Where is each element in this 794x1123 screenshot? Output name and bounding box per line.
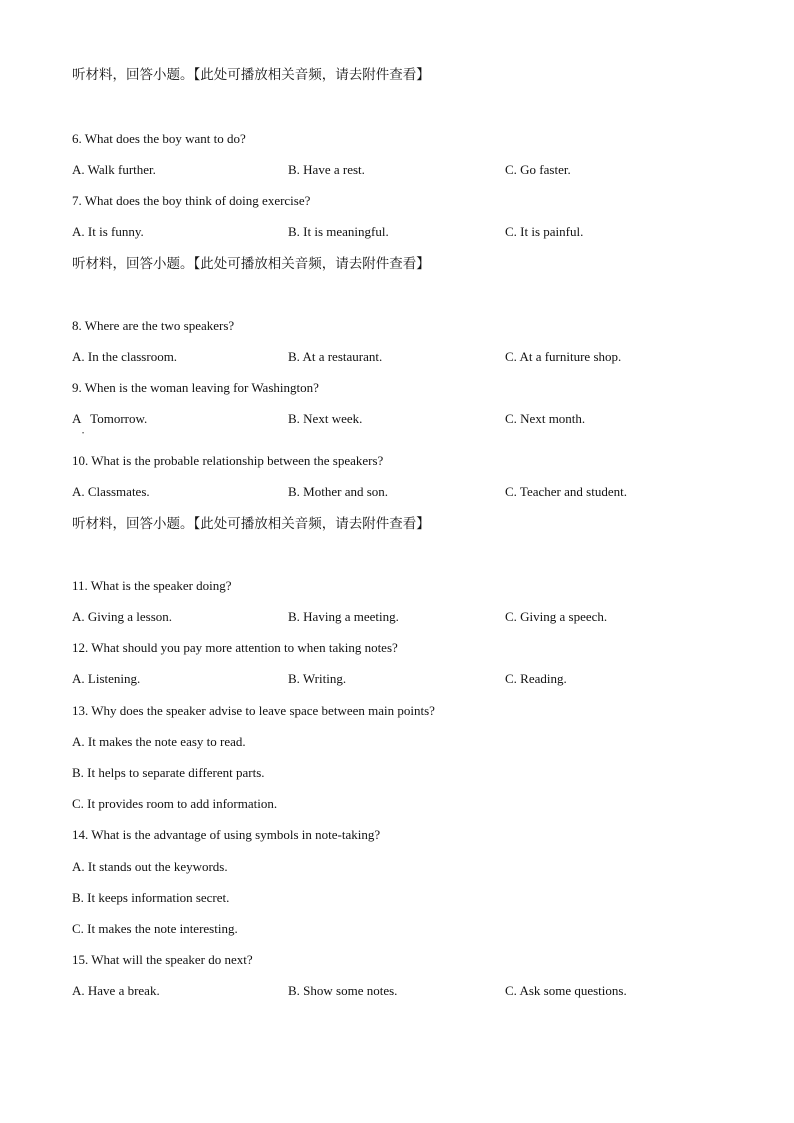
q7-option-a: A. It is funny. <box>72 224 144 239</box>
question-7: 7. What does the boy think of doing exercise? <box>72 193 311 208</box>
q8-option-c: C. At a furniture shop. <box>505 349 622 364</box>
q14-option-b: B. It keeps information secret. <box>72 890 230 905</box>
instruction-2: 听材料，回答小题。【此处可播放相关音频，请去附件查看】 <box>72 256 430 272</box>
q6-option-b: B. Have a rest. <box>288 162 365 177</box>
q13-option-c: C. It provides room to add information. <box>72 796 278 811</box>
question-13: 13. Why does the speaker advise to leave space between main points? <box>72 703 435 718</box>
q12-option-c: C. Reading. <box>505 671 567 686</box>
q11-option-a: A. Giving a lesson. <box>72 609 173 624</box>
q15-option-b: B. Show some notes. <box>288 983 398 998</box>
q7-option-b: B. It is meaningful. <box>288 224 389 239</box>
q14-option-a: A. It stands out the keywords. <box>72 859 228 874</box>
q13-option-b: B. It helps to separate different parts. <box>72 765 265 780</box>
instruction-1: 听材料，回答小题。【此处可播放相关音频，请去附件查看】 <box>72 67 430 83</box>
q9-option-b: B. Next week. <box>288 411 363 426</box>
question-10: 10. What is the probable relationship between the speakers? <box>72 453 384 468</box>
q10-option-b: B. Mother and son. <box>288 484 389 499</box>
question-14: 14. What is the advantage of using symbols in note-taking? <box>72 827 381 842</box>
q6-option-c: C. Go faster. <box>505 162 571 177</box>
question-12: 12. What should you pay more attention to when taking notes? <box>72 640 398 655</box>
q12-option-b: B. Writing. <box>288 671 347 686</box>
q9-option-c: C. Next month. <box>505 411 586 426</box>
q6-option-a: A. Walk further. <box>72 162 156 177</box>
question-6: 6. What does the boy want to do? <box>72 131 246 146</box>
stray-dot-mark: • <box>82 431 85 437</box>
q10-option-c: C. Teacher and student. <box>505 484 627 499</box>
question-15: 15. What will the speaker do next? <box>72 952 253 967</box>
q15-option-a: A. Have a break. <box>72 983 160 998</box>
q15-option-c: C. Ask some questions. <box>505 983 627 998</box>
question-8: 8. Where are the two speakers? <box>72 318 235 333</box>
q7-option-c: C. It is painful. <box>505 224 584 239</box>
q9-option-a: A Tomorrow. <box>72 411 148 426</box>
q11-option-c: C. Giving a speech. <box>505 609 608 624</box>
q14-option-c: C. It makes the note interesting. <box>72 921 238 936</box>
question-11: 11. What is the speaker doing? <box>72 578 232 593</box>
q11-option-b: B. Having a meeting. <box>288 609 399 624</box>
q8-option-a: A. In the classroom. <box>72 349 178 364</box>
q10-option-a: A. Classmates. <box>72 484 150 499</box>
instruction-3: 听材料，回答小题。【此处可播放相关音频，请去附件查看】 <box>72 516 430 532</box>
question-9: 9. When is the woman leaving for Washington? <box>72 380 319 395</box>
q12-option-a: A. Listening. <box>72 671 141 686</box>
q8-option-b: B. At a restaurant. <box>288 349 383 364</box>
q13-option-a: A. It makes the note easy to read. <box>72 734 246 749</box>
